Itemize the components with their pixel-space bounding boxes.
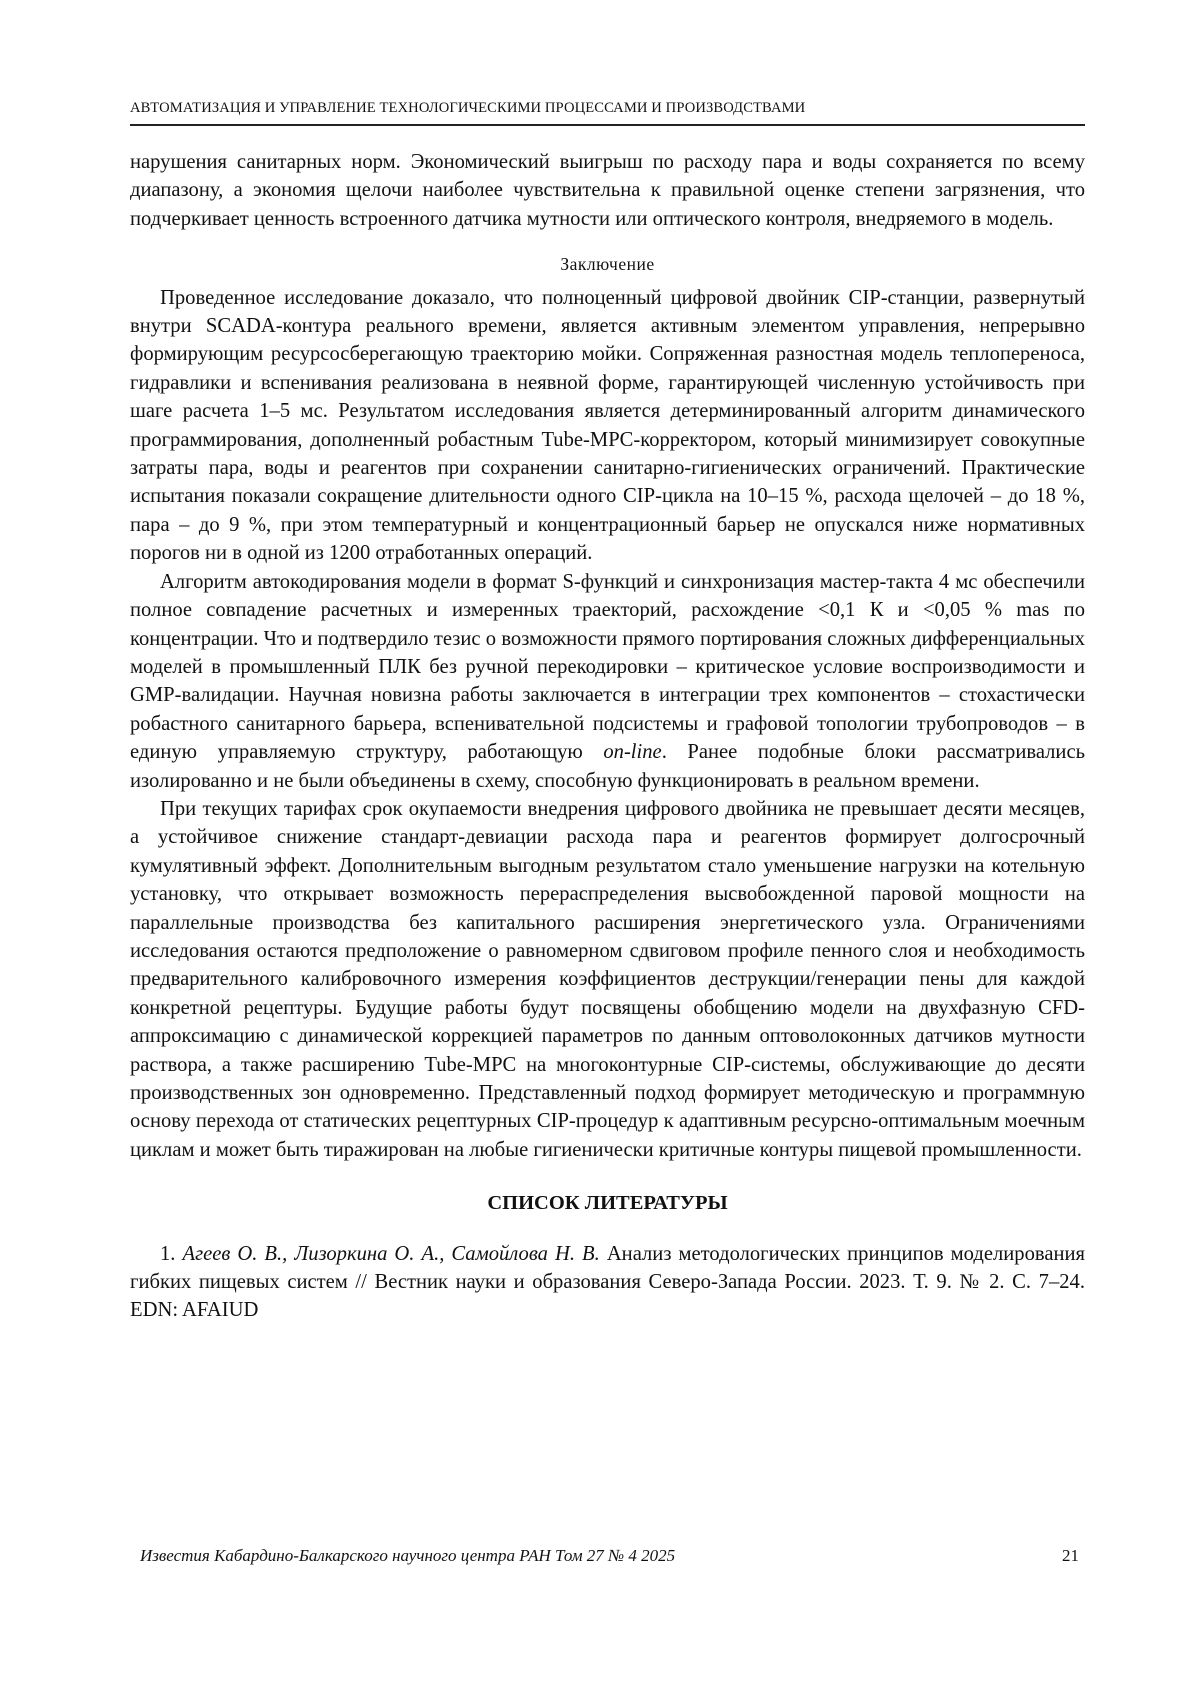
paragraph-text: Алгоритм автокодирования модели в формат S-функций и синхронизация мастер-такта 4 мс обеспечили полное совпадение расчетных и измеренных траекторий, расхождение <0,1 К и <0,05 % mas по концентрации. Что и подтвердило тезис о возможности прямого портирования сложных дифференциальных моделей в промышленный ПЛК без ручной перекодировки – критическое условие воспроизводимости и GMP-валидации. Научная новизна работы заключается в интеграции трех компонентов – стохастически робастного санитарного барьера, вспенивательной подсистемы и графовой топологии трубопроводов – в единую управляемую структуру, работающую (130, 571, 1085, 763)
reference-number: 1. (160, 1243, 175, 1265)
reference-authors: Агеев О. В., Лизоркина О. А., Самойлова Н. В. (183, 1243, 600, 1265)
reference-text: Анализ методологических принципов моделирования гибких пищевых систем // Вестник науки и образования Северо-Запада России. 2023. Т. 9. № 2. С. 7–24. EDN: AFAIUD (130, 1243, 1085, 1322)
running-header: АВТОМАТИЗАЦИЯ И УПРАВЛЕНИЕ ТЕХНОЛОГИЧЕСКИМИ ПРОЦЕССАМИ И ПРОИЗВОДСТВАМИ (130, 100, 1085, 117)
references-title: СПИСОК ЛИТЕРАТУРЫ (130, 1189, 1085, 1217)
conclusion-paragraph-3: При текущих тарифах срок окупаемости внедрения цифрового двойника не превышает десяти месяцев, а устойчивое снижение стандарт-девиации расхода пара и реагентов формирует долгосрочный кумулятивный эффект. Дополнительным выгодным результатом стало уменьшение нагрузки на котельную установку, что открывает возможность перераспределения высвобожденной паровой мощности на параллельные производства без капитального расширения энергетического узла. Ограничениями исследования остаются предположение о равномерном сдвиговом профиле пенного слоя и необходимость предварительного калибровочного измерения коэффициентов деструкции/генерации пены для каждой конкретной рецептуры. Будущие работы будут посвящены обобщению модели на двухфазную CFD-аппроксимацию с динамической коррекцией параметров по данным оптоволоконных датчиков мутности раствора, а также расширению Tube-MPC на многоконтурные CIP-системы, обслуживающие до десяти производственных зон одновременно. Представленный подход формирует методическую и программную основу перехода от статических рецептурных CIP-процедур к адаптивным ресурсно-оптимальным моечным циклам и может быть тиражирован на любые гигиенически критичные контуры пищевой промышленности. (130, 795, 1085, 1164)
paragraph-text: . Ранее подобные блоки рассматривались изолированно и не были объединены в схему, способную функционировать в реальном времени. (130, 741, 1085, 791)
italic-term: on-line (603, 741, 661, 763)
section-title-conclusion: Заключение (130, 250, 1085, 278)
article-body (130, 148, 1085, 1325)
reference-item (130, 1240, 1085, 1325)
header-rule (130, 124, 1085, 126)
conclusion-paragraph-2 (130, 568, 1085, 795)
conclusion-paragraph-1: Проведенное исследование доказало, что полноценный цифровой двойник CIP-станции, развернутый внутри SCADA-контура реального времени, является активным элементом управления, непрерывно формирующим ресурсосберегающую траекторию мойки. Сопряженная разностная модель теплопереноса, гидравлики и вспенивания реализована в неявной форме, гарантирующей численную устойчивость при шаге расчета 1–5 мс. Результатом исследования является детерминированный алгоритм динамического программирования, дополненный робастным Tube-MPC-корректором, который минимизирует совокупные затраты пара, воды и реагентов при сохранении санитарно-гигиенических ограничений. Практические испытания показали сокращение длительности одного CIP-цикла на 10–15 %, расхода щелочей – до 18 %, пара – до 9 %, при этом температурный и концентрационный барьер не опускался ниже нормативных порогов ни в одной из 1200 отработанных операций. (130, 284, 1085, 568)
footer-journal: Известия Кабардино-Балкарского научного центра РАН Том 27 № 4 2025 (140, 1546, 675, 1566)
page-number: 21 (1062, 1546, 1079, 1566)
intro-paragraph: нарушения санитарных норм. Экономический выигрыш по расходу пара и воды сохраняется по всему диапазону, а экономия щелочи наиболее чувствительна к правильной оценке степени загрязнения, что подчеркивает ценность встроенного датчика мутности или оптического контроля, внедряемого в модель. (130, 148, 1085, 233)
